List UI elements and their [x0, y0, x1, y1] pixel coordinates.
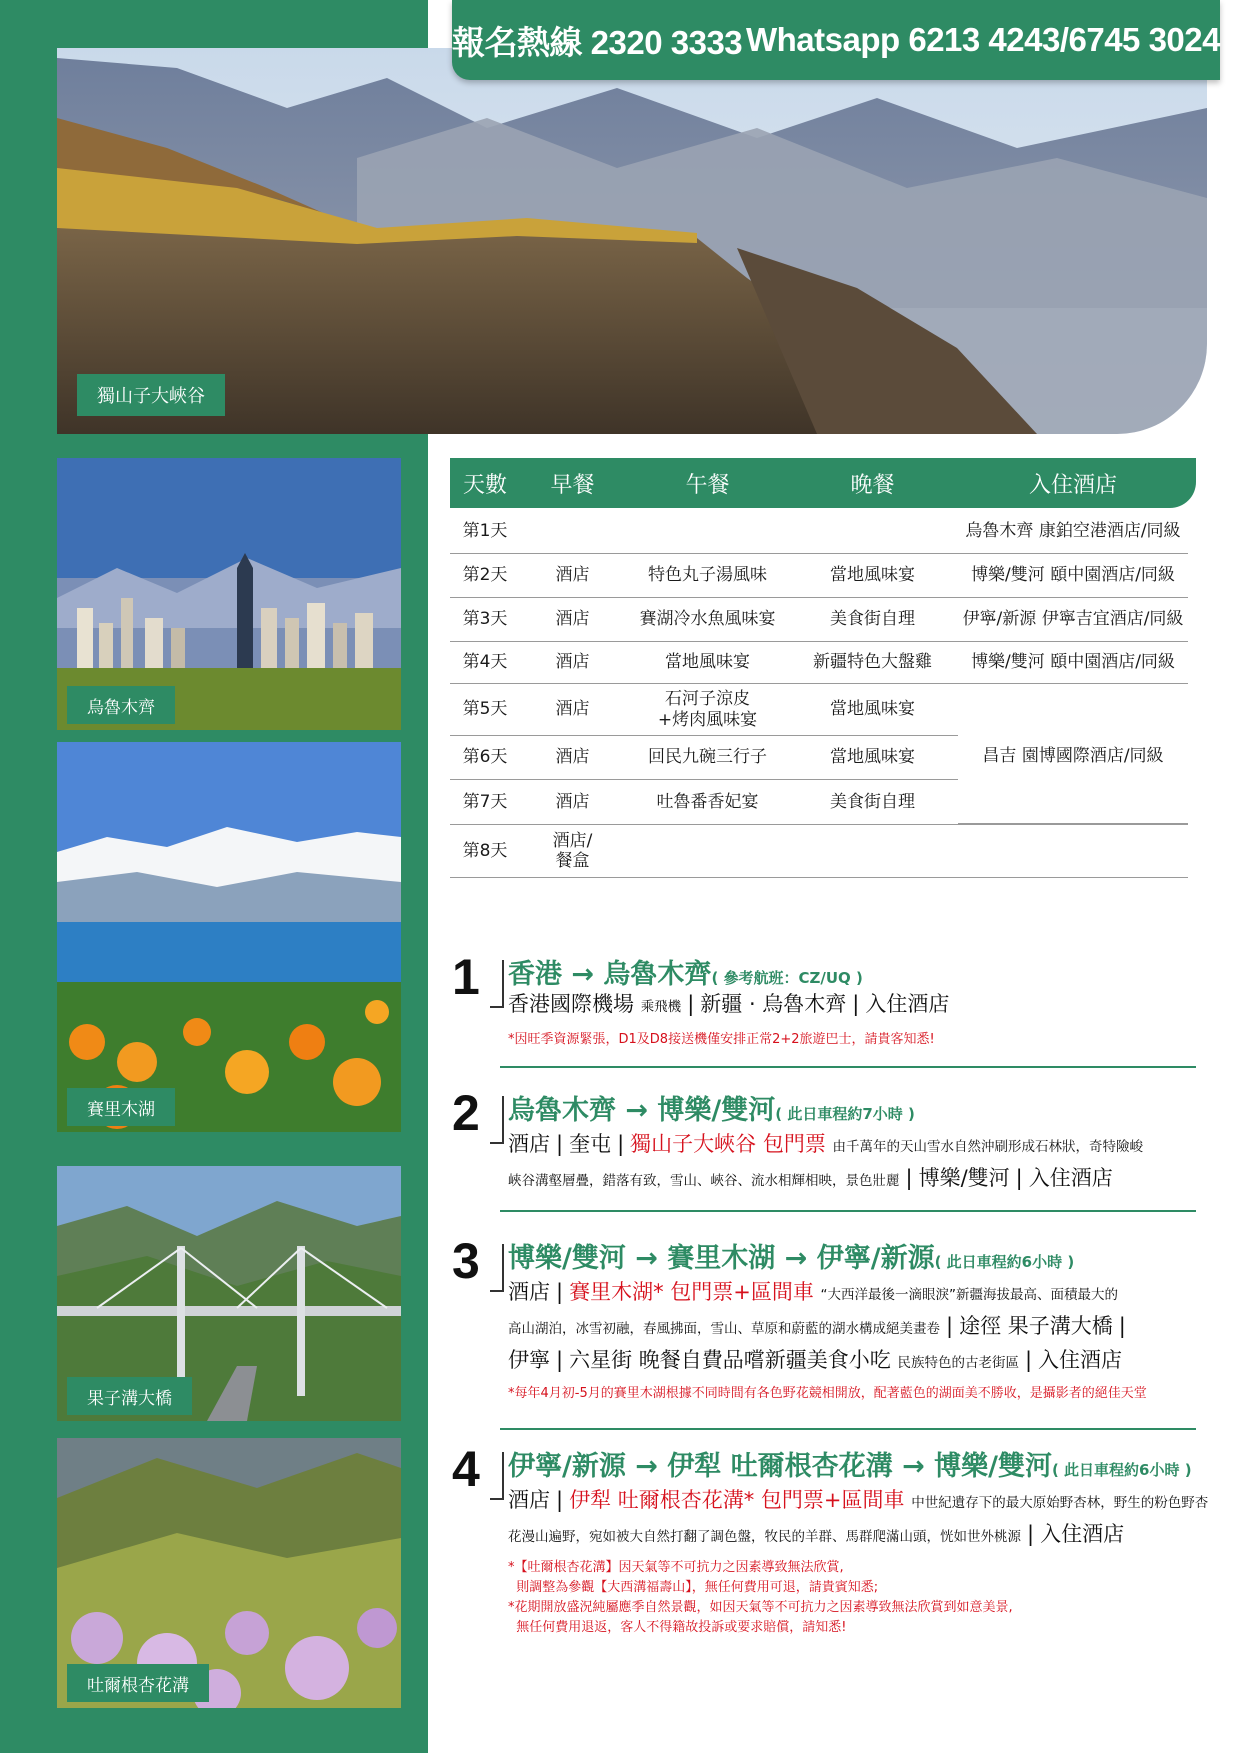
day-note: *花期開放盛況純屬應季自然景觀，如因天氣等不可抗力之因素導致無法欣賞到如意美景, [508, 1600, 1013, 1615]
day-bracket [490, 1452, 504, 1500]
day-line: 香港國際機場 乘飛機 | 新疆 · 烏魯木齊 | 入住酒店 [508, 992, 950, 1016]
cell-lunch [625, 684, 790, 735]
cell-day: 第4天 [462, 652, 508, 673]
hotline-number: 報名熱線 2320 3333 [452, 23, 743, 61]
stop: 伊寧 [508, 1348, 550, 1372]
day-note: 則調整為參觀【大西溝福壽山】，無任何費用可退，請貴賓知悉; [508, 1580, 879, 1595]
cell-hotel: 烏魯木齊 康鉑空港酒店/同級 [965, 521, 1181, 542]
stop: 途徑 果子溝大橋 [959, 1314, 1113, 1338]
day-note: 無任何費用退返，客人不得籍故投訴或要求賠償，請知悉! [508, 1620, 847, 1635]
day-line: 峽谷溝壑層疊，錯落有致，雪山、峽谷、流水相輝相映，景色壯麗 | 博樂/雙河 | 入住酒店 [508, 1166, 1113, 1190]
stop: 六星街 晚餐自費品嚐新疆美食小吃 [569, 1348, 891, 1372]
stop-description: 中世紀遺存下的最大原始野杏林，野生的粉色野杏 [911, 1495, 1209, 1511]
cell-dinner: 美食街自理 [830, 609, 915, 630]
highlight-stop: 伊犁 吐爾根杏花溝* 包門票+區間車 [569, 1488, 905, 1512]
route-title: 伊寧/新源 → 伊犁 吐爾根杏花溝 → 博樂/雙河 [508, 1451, 1052, 1482]
header-dinner: 晚餐 [850, 472, 895, 498]
table-row [450, 824, 1188, 878]
stop: 入住酒店 [1028, 1166, 1113, 1190]
table-row [450, 736, 958, 780]
cell-lunch: 特色丸子湯風味 [648, 565, 767, 586]
cell-lunch: 當地風味宴 [665, 652, 750, 673]
day-number: 3 [452, 1233, 480, 1289]
cell-day: 第2天 [462, 565, 508, 586]
stop: 入住酒店 [1038, 1348, 1123, 1372]
cell-breakfast-line2: 餐盒 [555, 851, 590, 871]
route-title: 香港 → 烏魯木齊 [508, 959, 712, 990]
cell-breakfast: 酒店 [555, 699, 590, 720]
cell-hotel: 博樂/雙河 頤中園酒店/同級 [971, 565, 1175, 586]
stop-description: “大西洋最後一滴眼淚”新疆海拔最高、面積最大的 [820, 1287, 1119, 1303]
route-note: ( 此日車程約6小時 ) [1051, 1461, 1192, 1479]
cell-breakfast: 酒店 [555, 565, 590, 586]
cell-breakfast-line1: 酒店/ [552, 830, 593, 851]
itinerary-day-1 [452, 949, 1197, 1052]
cell-breakfast: 酒店 [555, 609, 590, 630]
stop-description: 花漫山遍野，宛如被大自然打翻了調色盤，牧民的羊群、馬群爬滿山頭，恍如世外桃源 [508, 1529, 1021, 1545]
thumbnail-guozigou-bridge [57, 1166, 401, 1421]
highlight-stop: 獨山子大峽谷 包門票 [630, 1132, 826, 1156]
cell-dinner: 當地風味宴 [830, 747, 915, 768]
stop: 香港國際機場 [508, 992, 634, 1016]
route-note: ( 此日車程約6小時 ) [934, 1253, 1075, 1271]
itinerary-day-3 [452, 1233, 1197, 1416]
schedule-table-header [450, 458, 1196, 508]
day-route [508, 952, 863, 991]
day-bracket [490, 960, 504, 1008]
table-row [450, 684, 958, 736]
header-lunch: 午餐 [685, 472, 730, 498]
route-note: ( 此日車程約7小時 ) [775, 1105, 915, 1123]
day-route [508, 1236, 1074, 1275]
stop: 奎屯 [569, 1132, 612, 1156]
cell-hotel: 伊寧/新源 伊寧吉宜酒店/同級 [962, 609, 1184, 630]
stop-description: 民族特色的古老街區 [897, 1355, 1019, 1371]
route-title: 博樂/雙河 → 賽里木湖 → 伊寧/新源 [508, 1243, 935, 1274]
cell-lunch-line1: 石河子涼皮 [665, 689, 750, 710]
day-line: 酒店 | 賽里木湖* 包門票+區間車 “大西洋最後一滴眼淚”新疆海拔最高、面積最大的 [508, 1280, 1119, 1304]
thumbnail-caption: 賽里木湖 [67, 1088, 175, 1126]
cell-dinner: 當地風味宴 [830, 699, 915, 720]
stop-description: 由千萬年的天山雪水自然沖刷形成石林狀，奇特險峻 [832, 1139, 1144, 1155]
route-note: ( 參考航班：CZ/UQ ) [711, 969, 863, 987]
table-row [450, 642, 1188, 684]
table-row [450, 780, 958, 824]
day-number: 4 [452, 1441, 480, 1497]
cell-breakfast: 酒店 [555, 652, 590, 673]
header-breakfast: 早餐 [550, 472, 595, 498]
cell-hotel: 博樂/雙河 頤中園酒店/同級 [971, 652, 1175, 673]
table-row [450, 598, 1188, 642]
stop: 入住酒店 [865, 992, 950, 1016]
cell-dinner: 當地風味宴 [830, 565, 915, 586]
day-route [508, 1088, 915, 1127]
stop: 酒店 [508, 1132, 550, 1156]
cell-day: 第6天 [462, 747, 508, 768]
stop: 入住酒店 [1040, 1522, 1125, 1546]
cell-hotel-merged: 昌吉 園博國際酒店/同級 [958, 684, 1188, 824]
section-divider [500, 1066, 1196, 1068]
day-bracket [490, 1244, 504, 1292]
section-divider [500, 1210, 1196, 1212]
table-row [450, 510, 1188, 554]
route-title: 烏魯木齊 → 博樂/雙河 [508, 1095, 776, 1126]
day-note: *每年4月初-5月的賽里木湖根據不同時間有各色野花競相開放，配著藍色的湖面美不勝收，是攝影者的絕佳天堂 [508, 1386, 1147, 1401]
stop-description: 峽谷溝壑層疊，錯落有致，雪山、峽谷、流水相輝相映，景色壯麗 [508, 1173, 900, 1189]
thumbnail-turgen-apricot-valley [57, 1438, 401, 1708]
lake-illustration [57, 742, 401, 1132]
cell-dinner: 美食街自理 [830, 791, 915, 812]
hero-caption: 獨山子大峽谷 [77, 374, 225, 416]
section-divider [500, 1428, 1196, 1430]
cell-day: 第1天 [462, 521, 508, 542]
day-line: 伊寧 | 六星街 晚餐自費品嚐新疆美食小吃 民族特色的古老街區 | 入住酒店 [508, 1348, 1123, 1372]
thumbnail-caption: 烏魯木齊 [67, 686, 175, 724]
day-bracket [490, 1096, 504, 1144]
day-line: 酒店 | 奎屯 | 獨山子大峽谷 包門票 由千萬年的天山雪水自然沖刷形成石林狀，奇特險峻 [508, 1132, 1144, 1156]
stop-note: 乘飛機 [640, 999, 682, 1015]
cell-lunch: 回民九碗三行子 [648, 747, 767, 768]
cell-day: 第7天 [462, 791, 508, 812]
table-row [450, 554, 1188, 598]
itinerary-day-2 [452, 1085, 1197, 1208]
hero-image-canyon [57, 48, 1207, 434]
cell-breakfast: 酒店 [555, 791, 590, 812]
stop-description: 高山湖泊，冰雪初融，春風拂面，雪山、草原和蔚藍的湖水構成絕美畫卷 [508, 1321, 940, 1337]
day-line: 高山湖泊，冰雪初融，春風拂面，雪山、草原和蔚藍的湖水構成絕美畫卷 | 途徑 果子溝大橋 | [508, 1314, 1126, 1338]
day-line: 花漫山遍野，宛如被大自然打翻了調色盤，牧民的羊群、馬群爬滿山頭，恍如世外桃源 | 入住酒店 [508, 1522, 1125, 1546]
highlight-stop: 賽里木湖* 包門票+區間車 [569, 1280, 814, 1304]
thumbnail-caption: 果子溝大橋 [67, 1377, 192, 1415]
stop: 酒店 [508, 1280, 550, 1304]
day-route [508, 1444, 1192, 1483]
cell-lunch: 吐魯番香妃宴 [656, 791, 759, 812]
stop: 酒店 [508, 1488, 550, 1512]
header-day: 天數 [462, 472, 507, 498]
thumbnail-sayram-lake [57, 742, 401, 1132]
cell-day: 第8天 [462, 840, 508, 861]
thumbnail-urumqi [57, 458, 401, 730]
day-number: 1 [452, 949, 480, 1005]
day-note: *【吐爾根杏花溝】因天氣等不可抗力之因素導致無法欣賞, [508, 1560, 844, 1575]
header-hotel: 入住酒店 [1028, 472, 1117, 498]
stop: 博樂/雙河 [918, 1166, 1010, 1190]
cell-lunch-line2: +烤肉風味宴 [657, 709, 758, 730]
thumbnail-caption: 吐爾根杏花溝 [67, 1664, 209, 1702]
day-line: 酒店 | 伊犁 吐爾根杏花溝* 包門票+區間車 中世紀遺存下的最大原始野杏林，野生的粉色野杏 [508, 1488, 1209, 1512]
cell-day: 第5天 [462, 699, 508, 720]
cell-dinner: 新疆特色大盤雞 [813, 652, 932, 673]
itinerary-day-4 [452, 1441, 1209, 1644]
cell-lunch: 賽湖冷水魚風味宴 [639, 609, 776, 630]
day-number: 2 [452, 1085, 480, 1141]
day-note: *因旺季資源緊張，D1及D8接送機僅安排正常2+2旅遊巴士，請貴客知悉! [508, 1032, 935, 1047]
canyon-landscape-illustration [57, 48, 1207, 434]
cell-breakfast [520, 825, 625, 877]
whatsapp-number: Whatsapp 6213 4243/6745 3024 [746, 21, 1220, 58]
cell-day: 第3天 [462, 609, 508, 630]
hotline-banner [452, 0, 1220, 80]
stop: 新疆 · 烏魯木齊 [700, 992, 847, 1016]
cell-breakfast: 酒店 [555, 747, 590, 768]
